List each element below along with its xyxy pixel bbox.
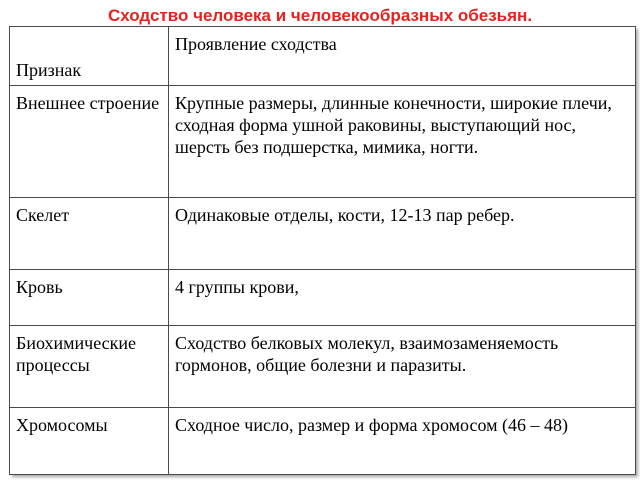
row-feature-cell: Хромосомы <box>10 408 169 475</box>
row-feature-cell: Кровь <box>10 270 169 326</box>
table-row <box>10 270 636 326</box>
similarity-table <box>9 26 636 475</box>
header-manifestation: Проявление сходства <box>169 27 636 86</box>
table-header-row <box>10 27 636 86</box>
row-manifestation-cell: Одинаковые отделы, кости, 12-13 пар ребер. <box>169 198 636 270</box>
table-row <box>10 326 636 408</box>
page-title: Сходство человека и человекообразных обезьян. <box>107 6 533 25</box>
row-feature-cell: Скелет <box>10 198 169 270</box>
row-manifestation-cell: 4 группы крови, <box>169 270 636 326</box>
row-manifestation-cell: Крупные размеры, длинные конечности, широкие плечи, сходная форма ушной раковины, выступающий нос, шерсть без подшерстка, мимика, ногти. <box>169 86 636 198</box>
similarity-table-container <box>9 26 635 474</box>
row-manifestation-cell: Сходное число, размер и форма хромосом (46 – 48) <box>169 408 636 475</box>
row-feature-cell: Биохимические процессы <box>10 326 169 408</box>
table-row <box>10 408 636 475</box>
table-row <box>10 86 636 198</box>
header-feature: Признак <box>10 27 169 86</box>
table-row <box>10 198 636 270</box>
row-feature-cell: Внешнее строение <box>10 86 169 198</box>
row-manifestation-cell: Сходство белковых молекул, взаимозаменяемость гормонов, общие болезни и паразиты. <box>169 326 636 408</box>
